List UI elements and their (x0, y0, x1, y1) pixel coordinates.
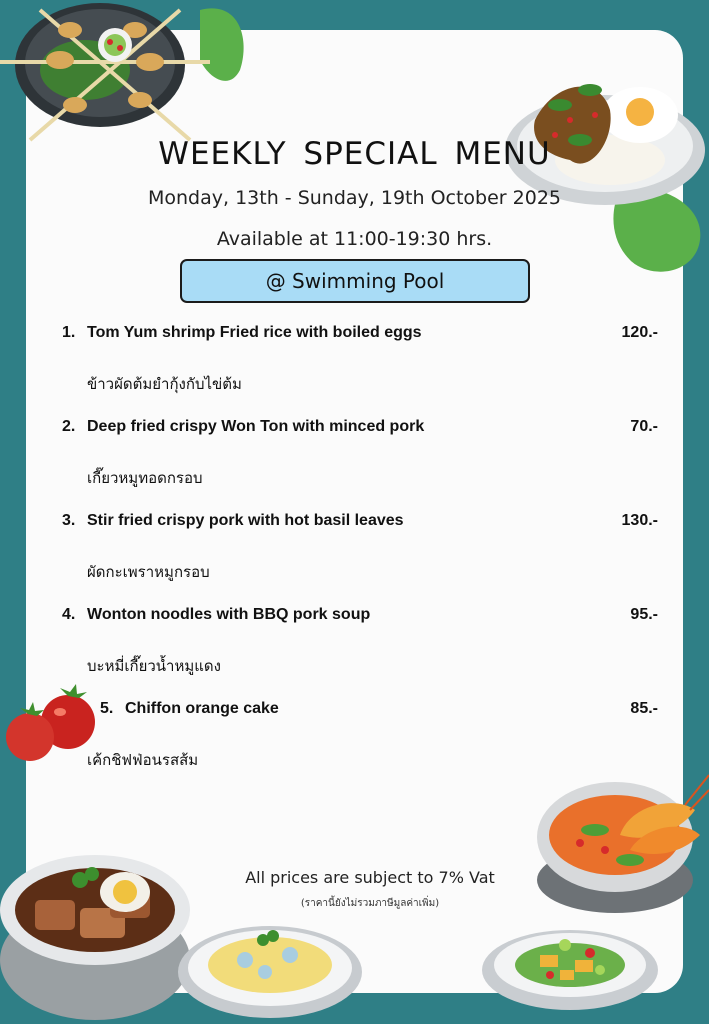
vat-note: All prices are subject to 7% Vat (245, 868, 495, 887)
menu-dates: Monday, 13th - Sunday, 19th October 2025 (148, 187, 561, 209)
item-number: 4. (62, 606, 76, 623)
item-name: Tom Yum shrimp Fried rice with boiled eggs (87, 324, 422, 341)
menu-item-2 (0, 418, 709, 448)
item-number: 2. (62, 418, 76, 435)
item-thai-name: บะหมี่เกี๊ยวน้ำหมูแดง (87, 657, 221, 675)
item-name: Wonton noodles with BBQ pork soup (87, 606, 371, 623)
green-curry-image (480, 915, 660, 1015)
menu-availability: Available at 11:00-19:30 hrs. (216, 228, 493, 250)
location-label: @ Swimming Pool (265, 269, 445, 293)
item-price: 70.- (630, 418, 658, 435)
tom-yum-soup-image (535, 765, 709, 915)
item-price: 85.- (630, 700, 658, 717)
item-number: 1. (62, 324, 76, 341)
item-price: 95.- (630, 606, 658, 623)
menu-item-3 (0, 512, 709, 542)
item-number: 5. (100, 700, 114, 717)
menu-title: WEEKLY SPECIAL MENU (158, 136, 551, 172)
item-number: 3. (62, 512, 76, 529)
item-thai-name: เค้กชิฟฟ่อนรสส้ม (87, 751, 199, 769)
item-name: Stir fried crispy pork with hot basil leaves (87, 512, 404, 529)
menu-item-4 (0, 606, 709, 636)
item-name: Chiffon orange cake (125, 700, 279, 717)
item-thai-name: ข้าวผัดต้มยำกุ้งกับไข่ต้ม (87, 375, 242, 393)
menu-item-5 (0, 700, 709, 730)
item-thai-name: เกี๊ยวหมูทอดกรอบ (87, 469, 203, 487)
item-thai-name: ผัดกะเพราหมูกรอบ (87, 563, 210, 581)
item-price: 130.- (621, 512, 658, 529)
vat-note-thai: (ราคานี้ยังไม่รวมภาษีมูลค่าเพิ่ม) (300, 898, 440, 909)
menu-item-1 (0, 324, 709, 354)
item-name: Deep fried crispy Won Ton with minced pork (87, 418, 425, 435)
satay-skewers-image (0, 0, 260, 150)
item-price: 120.- (621, 324, 658, 341)
fried-rice-image (175, 920, 365, 1024)
location-box (180, 259, 530, 303)
